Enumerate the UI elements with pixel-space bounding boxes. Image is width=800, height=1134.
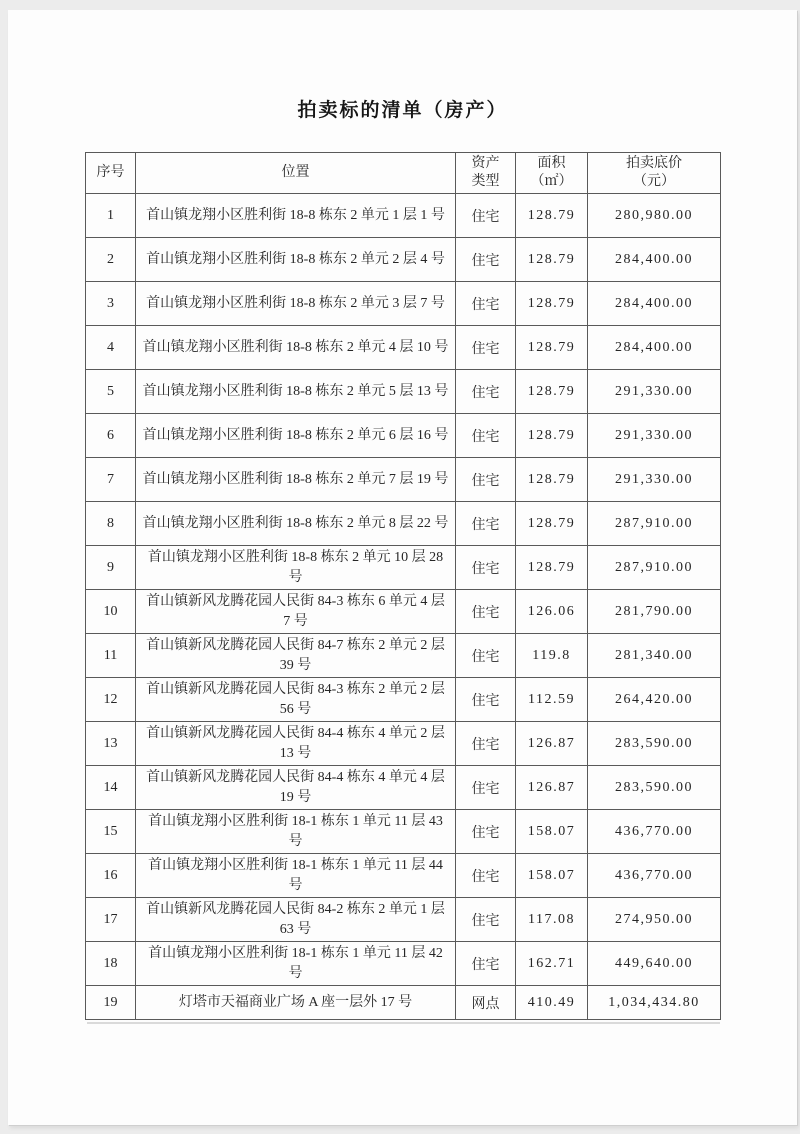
row-area-cell: 128.79 [516, 282, 588, 326]
row-index-cell: 13 [86, 722, 136, 766]
row-asset-type-cell: 住宅 [456, 810, 516, 854]
row-location-cell: 首山镇龙翔小区胜利街 18-8 栋东 2 单元 4 层 10 号 [136, 326, 456, 370]
table-row [86, 898, 721, 942]
auction-table [85, 152, 721, 1020]
row-area-cell: 117.08 [516, 898, 588, 942]
row-location-cell: 首山镇龙翔小区胜利街 18-1 栋东 1 单元 11 层 44 号 [136, 854, 456, 898]
row-asset-type-cell: 住宅 [456, 458, 516, 502]
row-location-cell: 首山镇新风龙腾花园人民街 84-2 栋东 2 单元 1 层 63 号 [136, 898, 456, 942]
row-index-cell: 9 [86, 546, 136, 590]
table-row [86, 546, 721, 590]
row-index-cell: 14 [86, 766, 136, 810]
header-area-line2: （㎡） [530, 174, 573, 189]
row-price-cell: 283,590.00 [588, 766, 721, 810]
header-asset-type [456, 153, 516, 194]
row-location-cell: 首山镇新风龙腾花园人民街 84-3 栋东 6 单元 4 层 7 号 [136, 590, 456, 634]
table-row [86, 942, 721, 986]
row-location-cell: 首山镇新风龙腾花园人民街 84-3 栋东 2 单元 2 层 56 号 [136, 678, 456, 722]
row-index-cell: 7 [86, 458, 136, 502]
row-location-cell: 首山镇龙翔小区胜利街 18-8 栋东 2 单元 5 层 13 号 [136, 370, 456, 414]
row-area-cell: 128.79 [516, 502, 588, 546]
row-price-cell: 264,420.00 [588, 678, 721, 722]
row-asset-type-cell: 住宅 [456, 854, 516, 898]
table-body [86, 194, 721, 1020]
row-area-cell: 410.49 [516, 986, 588, 1020]
table-row [86, 810, 721, 854]
table-row [86, 282, 721, 326]
row-price-cell: 436,770.00 [588, 854, 721, 898]
header-asset-type-line1: 资产 [471, 155, 500, 171]
row-asset-type-cell: 住宅 [456, 678, 516, 722]
row-area-cell: 158.07 [516, 810, 588, 854]
header-row [86, 153, 721, 194]
row-price-cell: 1,034,434.80 [588, 986, 721, 1020]
row-location-cell: 首山镇龙翔小区胜利街 18-1 栋东 1 单元 11 层 43 号 [136, 810, 456, 854]
row-asset-type-cell: 网点 [456, 986, 516, 1020]
table-header [86, 153, 721, 194]
row-location-cell: 灯塔市天福商业广场 A 座一层外 17 号 [136, 986, 456, 1020]
row-price-cell: 281,790.00 [588, 590, 721, 634]
row-index-cell: 1 [86, 194, 136, 238]
table-row [86, 722, 721, 766]
row-price-cell: 283,590.00 [588, 722, 721, 766]
header-asset-type-line2: 类型 [471, 174, 500, 189]
scan-shadow-line [87, 1022, 720, 1024]
table-row [86, 854, 721, 898]
row-location-cell: 首山镇龙翔小区胜利街 18-8 栋东 2 单元 8 层 22 号 [136, 502, 456, 546]
row-area-cell: 162.71 [516, 942, 588, 986]
row-asset-type-cell: 住宅 [456, 194, 516, 238]
row-index-cell: 18 [86, 942, 136, 986]
row-index-cell: 12 [86, 678, 136, 722]
table-row [86, 502, 721, 546]
row-index-cell: 17 [86, 898, 136, 942]
row-index-cell: 10 [86, 590, 136, 634]
row-index-cell: 8 [86, 502, 136, 546]
row-price-cell: 284,400.00 [588, 326, 721, 370]
row-location-cell: 首山镇龙翔小区胜利街 18-8 栋东 2 单元 2 层 4 号 [136, 238, 456, 282]
row-location-cell: 首山镇新风龙腾花园人民街 84-4 栋东 4 单元 4 层 19 号 [136, 766, 456, 810]
document-page [8, 10, 797, 1125]
header-area-line1: 面积 [537, 155, 566, 171]
page-title: 拍卖标的清单（房产） [297, 100, 508, 121]
table-row [86, 326, 721, 370]
row-location-cell: 首山镇新风龙腾花园人民街 84-4 栋东 4 单元 2 层 13 号 [136, 722, 456, 766]
row-area-cell: 119.8 [516, 634, 588, 678]
row-area-cell: 128.79 [516, 546, 588, 590]
row-location-cell: 首山镇新风龙腾花园人民街 84-7 栋东 2 单元 2 层 39 号 [136, 634, 456, 678]
row-asset-type-cell: 住宅 [456, 326, 516, 370]
row-location-cell: 首山镇龙翔小区胜利街 18-8 栋东 2 单元 10 层 28 号 [136, 546, 456, 590]
table-row [86, 194, 721, 238]
row-asset-type-cell: 住宅 [456, 370, 516, 414]
row-asset-type-cell: 住宅 [456, 590, 516, 634]
row-asset-type-cell: 住宅 [456, 722, 516, 766]
row-area-cell: 158.07 [516, 854, 588, 898]
row-price-cell: 274,950.00 [588, 898, 721, 942]
row-index-cell: 3 [86, 282, 136, 326]
row-price-cell: 287,910.00 [588, 546, 721, 590]
row-asset-type-cell: 住宅 [456, 898, 516, 942]
row-index-cell: 6 [86, 414, 136, 458]
row-price-cell: 280,980.00 [588, 194, 721, 238]
table-row [86, 414, 721, 458]
table-row [86, 634, 721, 678]
row-price-cell: 449,640.00 [588, 942, 721, 986]
header-location: 位置 [136, 153, 456, 194]
row-asset-type-cell: 住宅 [456, 282, 516, 326]
row-location-cell: 首山镇龙翔小区胜利街 18-8 栋东 2 单元 1 层 1 号 [136, 194, 456, 238]
row-index-cell: 15 [86, 810, 136, 854]
row-area-cell: 126.87 [516, 722, 588, 766]
row-asset-type-cell: 住宅 [456, 546, 516, 590]
row-index-cell: 5 [86, 370, 136, 414]
row-asset-type-cell: 住宅 [456, 238, 516, 282]
row-area-cell: 128.79 [516, 414, 588, 458]
row-asset-type-cell: 住宅 [456, 502, 516, 546]
row-area-cell: 126.06 [516, 590, 588, 634]
row-asset-type-cell: 住宅 [456, 942, 516, 986]
row-index-cell: 4 [86, 326, 136, 370]
row-index-cell: 19 [86, 986, 136, 1020]
row-asset-type-cell: 住宅 [456, 766, 516, 810]
table-row [86, 370, 721, 414]
header-reserve-price [588, 153, 721, 194]
table-row [86, 590, 721, 634]
row-location-cell: 首山镇龙翔小区胜利街 18-8 栋东 2 单元 7 层 19 号 [136, 458, 456, 502]
row-price-cell: 284,400.00 [588, 282, 721, 326]
row-area-cell: 128.79 [516, 238, 588, 282]
row-area-cell: 128.79 [516, 370, 588, 414]
table-row [86, 766, 721, 810]
row-price-cell: 436,770.00 [588, 810, 721, 854]
header-reserve-price-line1: 拍卖底价 [626, 155, 682, 171]
row-area-cell: 112.59 [516, 678, 588, 722]
row-price-cell: 284,400.00 [588, 238, 721, 282]
row-location-cell: 首山镇龙翔小区胜利街 18-1 栋东 1 单元 11 层 42 号 [136, 942, 456, 986]
row-asset-type-cell: 住宅 [456, 634, 516, 678]
row-asset-type-cell: 住宅 [456, 414, 516, 458]
row-area-cell: 128.79 [516, 194, 588, 238]
row-location-cell: 首山镇龙翔小区胜利街 18-8 栋东 2 单元 3 层 7 号 [136, 282, 456, 326]
header-area [516, 153, 588, 194]
row-index-cell: 2 [86, 238, 136, 282]
row-index-cell: 16 [86, 854, 136, 898]
table-row [86, 238, 721, 282]
row-price-cell: 281,340.00 [588, 634, 721, 678]
table-row [86, 986, 721, 1020]
row-price-cell: 291,330.00 [588, 370, 721, 414]
row-price-cell: 291,330.00 [588, 414, 721, 458]
row-price-cell: 287,910.00 [588, 502, 721, 546]
table-row [86, 678, 721, 722]
table-row [86, 458, 721, 502]
row-area-cell: 128.79 [516, 458, 588, 502]
header-index: 序号 [86, 153, 136, 194]
row-index-cell: 11 [86, 634, 136, 678]
header-reserve-price-line2: （元） [633, 174, 675, 189]
row-location-cell: 首山镇龙翔小区胜利街 18-8 栋东 2 单元 6 层 16 号 [136, 414, 456, 458]
row-area-cell: 126.87 [516, 766, 588, 810]
row-price-cell: 291,330.00 [588, 458, 721, 502]
row-area-cell: 128.79 [516, 326, 588, 370]
